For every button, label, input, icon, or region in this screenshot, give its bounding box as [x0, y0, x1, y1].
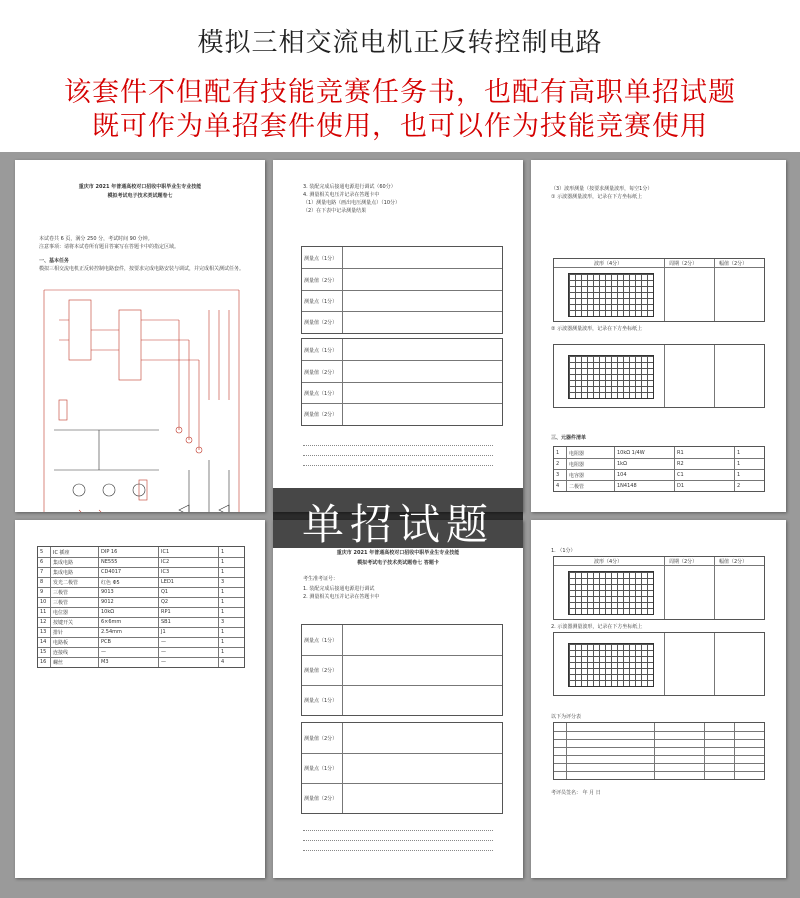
table-cell: 测量值（2分）	[304, 736, 338, 742]
table-cell: DIP 16	[101, 549, 118, 555]
table-cell: 3	[221, 579, 225, 585]
section-heading: 三、元器件清单	[551, 435, 587, 441]
table-cell: 电阻器	[569, 462, 585, 468]
table-cell: 10kΩ 1/4W	[617, 450, 645, 456]
table-cell: 9013	[101, 589, 114, 595]
text-line: 2. 测量相关电压并记录在答题卡中	[303, 594, 380, 600]
table-cell: 1	[221, 639, 225, 645]
table-cell: IC2	[161, 559, 170, 565]
table-cell: 11	[40, 609, 47, 615]
document-page-1	[15, 160, 265, 512]
promo-line-2: 既可作为单招套件使用，也可以作为技能竞赛使用	[92, 111, 708, 142]
table-cell: 1	[221, 599, 225, 605]
table-cell: 测量点（1分）	[304, 638, 338, 644]
table-cell: 3	[556, 472, 560, 478]
oscilloscope-grid	[568, 355, 654, 399]
exam-heading: 重庆市 2021 年普通高校对口招收中职毕业生专业技能	[336, 550, 460, 556]
table-cell: 3	[221, 619, 225, 625]
table-cell: 14	[40, 639, 47, 645]
waveform-table	[553, 556, 765, 620]
table-header: 波形（4分）	[594, 261, 623, 267]
note-info: 注意事项：请将本试卷所有题目答案写在答题卡中的指定区域。	[39, 244, 180, 250]
table-cell: 测量点（1分）	[304, 391, 338, 397]
table-cell: 测量值（2分）	[304, 320, 338, 326]
text-line: 4. 测量相关电压并记录在答题卡中	[303, 192, 380, 198]
table-cell: 1	[221, 549, 225, 555]
table-cell: 测量点（1分）	[304, 348, 338, 354]
answer-table	[301, 338, 503, 426]
table-cell: 4	[221, 659, 225, 665]
document-page-5	[273, 520, 523, 878]
table-cell: 1	[221, 569, 225, 575]
watermark-text: 单招试题	[301, 500, 494, 549]
table-header: 幅值（2分）	[719, 559, 748, 565]
table-cell: R2	[677, 461, 684, 467]
table-cell: SB1	[161, 619, 171, 625]
text-line	[303, 850, 493, 851]
document-page-3	[531, 160, 786, 512]
table-cell: 测量点（1分）	[304, 698, 338, 704]
table-cell: —	[161, 659, 166, 665]
table-cell: M3	[101, 659, 109, 665]
text-line: （2）在下表中记录测量结果	[303, 208, 367, 214]
text-line	[303, 830, 493, 831]
text-line: （3）波形测量（按要求测量波形，每空1分）	[551, 186, 653, 192]
table-cell: 9	[40, 589, 44, 595]
text-line: 1. （1分）	[551, 548, 576, 554]
table-cell: 电容器	[569, 473, 585, 479]
table-cell: 4	[556, 483, 560, 489]
exam-subheading: 模拟考试电子技术类试题卷七	[107, 193, 173, 199]
watermark-stamp	[273, 488, 523, 548]
table-cell: 电阻器	[569, 451, 585, 457]
header-banner	[0, 0, 800, 152]
answer-table	[301, 624, 503, 716]
text-line	[303, 455, 493, 456]
table-cell: 电路板	[53, 640, 69, 646]
text-line: （1）测量电路（画出电压测量点）（10分）	[303, 200, 401, 206]
table-cell: 1	[221, 589, 225, 595]
text-line: 3. 装配完成后接通电源进行调试（60分）	[303, 184, 396, 190]
table-cell: 15	[40, 649, 47, 655]
text-line: ② 示波器测量波形，记录在下方坐标纸上	[551, 326, 643, 332]
table-cell: 5	[40, 549, 44, 555]
table-cell: 测量值（2分）	[304, 412, 338, 418]
table-cell: R1	[677, 450, 684, 456]
text-line: ① 示波器测量波形，记录在下方坐标纸上	[551, 194, 643, 200]
table-cell: IC 插座	[53, 550, 70, 556]
section-text: 模拟三相交流电机正反转控制电路套件，按要求完成电路安装与调试，并完成相关测试任务。	[39, 266, 245, 272]
parts-table	[553, 446, 765, 492]
table-header: 周期（2分）	[669, 559, 698, 565]
table-cell: 2	[556, 461, 560, 467]
table-cell: 集成电路	[53, 570, 74, 576]
score-table	[553, 722, 765, 780]
table-cell: 2	[737, 483, 741, 489]
table-cell: —	[161, 649, 166, 655]
table-cell: —	[101, 649, 106, 655]
table-cell: 集成电路	[53, 560, 74, 566]
table-cell: 测量值（2分）	[304, 278, 338, 284]
table-cell: IC1	[161, 549, 170, 555]
table-cell: 12	[40, 619, 47, 625]
text-line	[303, 840, 493, 841]
table-cell: 测量点（1分）	[304, 256, 338, 262]
table-cell: 三极管	[53, 590, 69, 596]
table-cell: Q2	[161, 599, 169, 605]
table-cell: C1	[677, 472, 684, 478]
table-cell: NE555	[101, 559, 118, 565]
table-cell: 测量值（2分）	[304, 668, 338, 674]
table-cell: PCB	[101, 639, 111, 645]
table-header: 幅值（2分）	[719, 261, 748, 267]
oscilloscope-grid	[568, 643, 654, 687]
document-page-6	[531, 520, 786, 878]
table-cell: 红色 Φ5	[101, 580, 120, 586]
signature-line: 考评员签名： 年 月 日	[551, 790, 601, 796]
table-header: 周期（2分）	[669, 261, 698, 267]
table-cell: 排针	[53, 630, 64, 636]
table-cell: RP1	[161, 609, 171, 615]
table-cell: 16	[40, 659, 47, 665]
table-cell: LED1	[161, 579, 174, 585]
table-cell: 1	[221, 609, 225, 615]
table-cell: 2.54mm	[101, 629, 122, 635]
exam-heading: 重庆市 2021 年普通高校对口招收中职毕业生专业技能	[78, 184, 202, 190]
circuit-schematic	[39, 280, 249, 512]
table-cell: 发光二极管	[53, 580, 79, 586]
score-info: 本试卷共 6 页，满分 250 分，考试时间 90 分钟。	[39, 236, 153, 242]
table-cell: 9012	[101, 599, 114, 605]
table-cell: 1	[737, 461, 741, 467]
table-cell: 1N4148	[617, 483, 637, 489]
parts-table	[37, 546, 245, 668]
waveform-table	[553, 258, 765, 322]
table-cell: 连接线	[53, 650, 69, 656]
table-cell: 1kΩ	[617, 461, 627, 467]
table-cell: 13	[40, 629, 47, 635]
table-header: 波形（4分）	[594, 559, 623, 565]
table-cell: 测量值（2分）	[304, 370, 338, 376]
table-cell: 1	[737, 450, 741, 456]
table-cell: 测量值（2分）	[304, 796, 338, 802]
table-cell: 测量点（1分）	[304, 766, 338, 772]
table-cell: CD4017	[101, 569, 122, 575]
text-line: 以下为评分表	[551, 714, 582, 720]
table-cell: 电位器	[53, 610, 69, 616]
table-cell: 6×6mm	[101, 619, 122, 625]
table-cell: 1	[221, 629, 225, 635]
oscilloscope-grid	[568, 571, 654, 615]
table-cell: 10	[40, 599, 47, 605]
table-cell: 6	[40, 559, 44, 565]
text-line	[303, 465, 493, 466]
table-cell: D1	[677, 483, 685, 489]
table-cell: Q1	[161, 589, 169, 595]
oscilloscope-grid	[568, 273, 654, 317]
table-cell: 三极管	[53, 600, 69, 606]
table-cell: J1	[161, 629, 166, 635]
text-line	[303, 445, 493, 446]
page-title: 模拟三相交流电机正反转控制电路	[197, 28, 603, 58]
table-cell: 二极管	[569, 484, 585, 490]
table-cell: 1	[221, 559, 225, 565]
table-cell: 7	[40, 569, 44, 575]
table-cell: —	[161, 639, 166, 645]
table-cell: 按键开关	[53, 620, 74, 626]
table-cell: 1	[556, 450, 560, 456]
table-cell: 螺丝	[53, 660, 64, 666]
waveform-table	[553, 632, 765, 696]
waveform-table	[553, 344, 765, 408]
answer-table	[301, 246, 503, 334]
table-cell: IC3	[161, 569, 170, 575]
text-line: 考生准考证号：	[303, 576, 339, 582]
section-heading: 一、基本任务	[39, 258, 70, 264]
table-cell: 1	[221, 649, 225, 655]
table-cell: 104	[617, 472, 627, 478]
table-cell: 测量点（1分）	[304, 299, 338, 305]
answer-table	[301, 722, 503, 814]
promo-line-1: 该套件不但配有技能竞赛任务书，也配有高职单招试题	[64, 77, 736, 108]
table-cell: 1	[737, 472, 741, 478]
text-line: 2. 示波器测量波形，记录在下方坐标纸上	[551, 624, 643, 630]
table-cell: 10kΩ	[101, 609, 115, 615]
table-cell: 8	[40, 579, 44, 585]
text-line: 1. 装配完成后接通电源进行调试	[303, 586, 375, 592]
document-page-4	[15, 520, 265, 878]
document-page-2	[273, 160, 523, 512]
exam-subheading: 模拟考试电子技术类试题卷七 答题卡	[357, 560, 439, 566]
